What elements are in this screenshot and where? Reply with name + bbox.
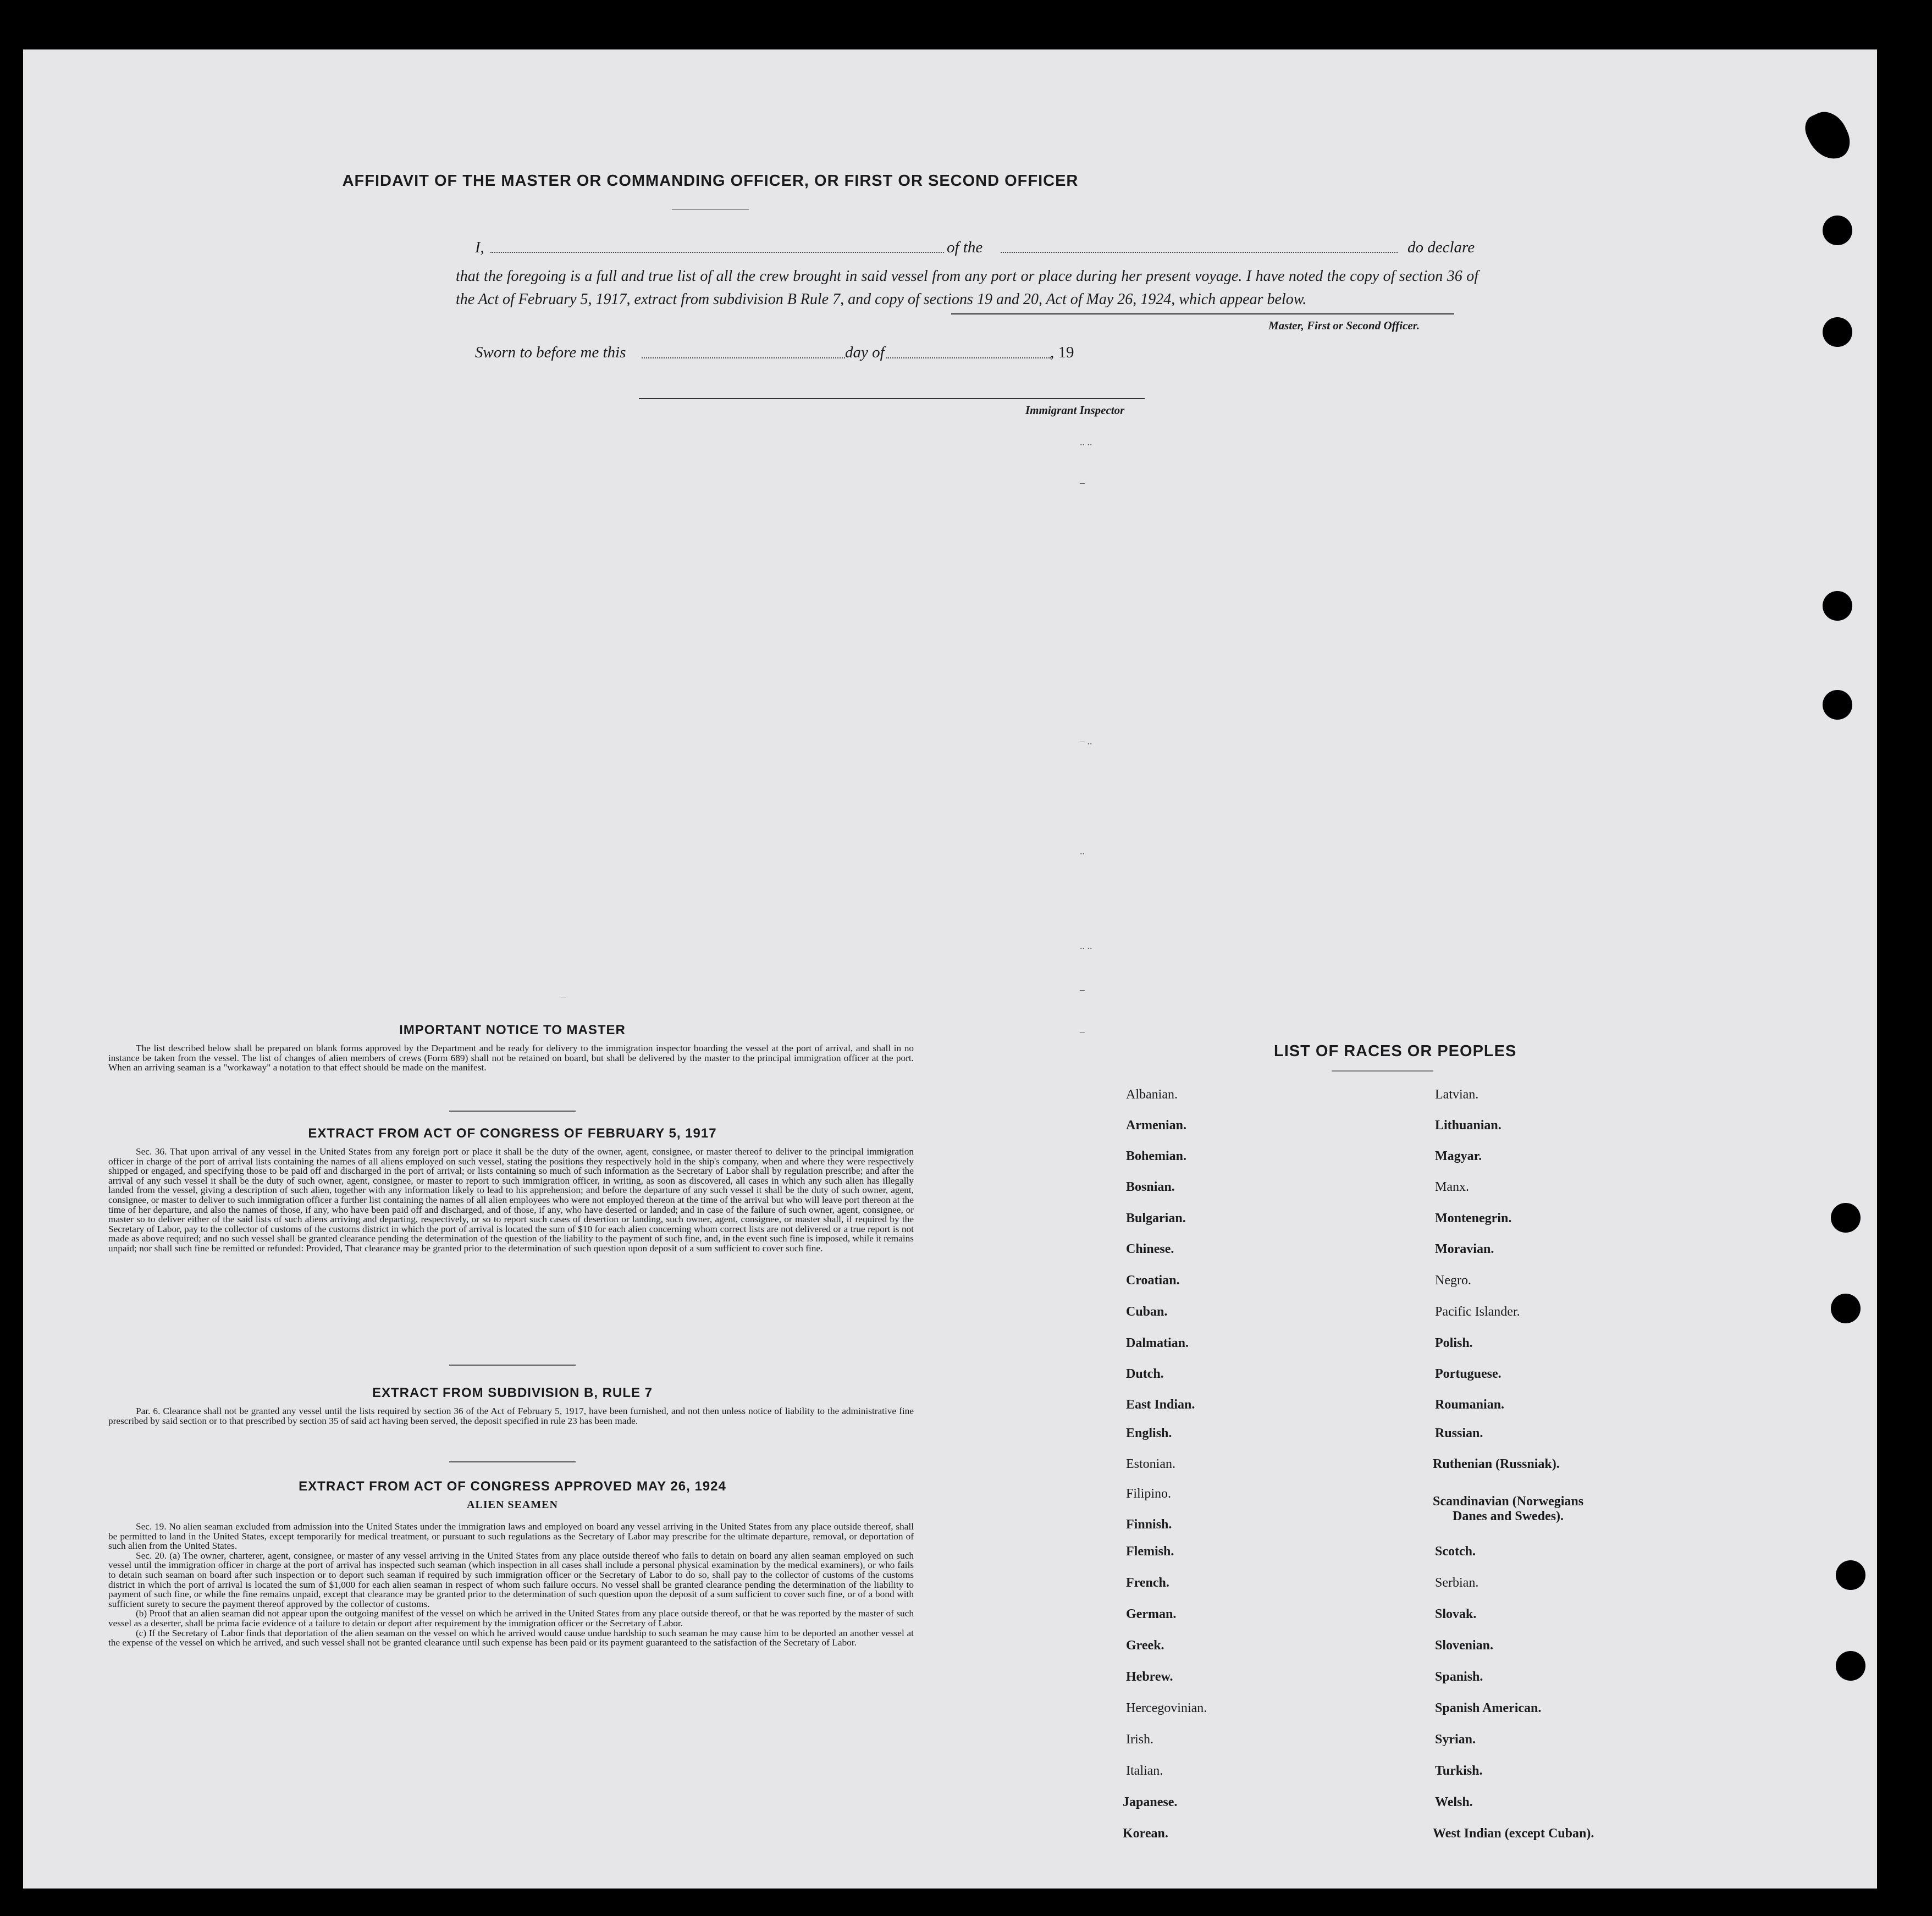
notice-paragraph: The list described below shall be prepared on blank forms approved by the Department and be ready for delivery to the immigration inspector boarding the vessel at the port of arrival, and shall in no instance be taken from the vessel. The list of changes of alien members of crews (Form 689) shall not be retained on board, but shall be delivered by the master to the principal immigration officer at the port. When an arriving seaman is a "workaway" a notation to that effect should be made on the manifest. (108, 1043, 914, 1073)
alien-seamen-subtitle: ALIEN SEAMEN (467, 1499, 558, 1511)
sec36-paragraph: Sec. 36. That upon arrival of any vessel in the United States from any foreign port or place it shall be the duty of the owner, agent, consignee, or master thereof to deliver to the principal immigration officer in charge of the port of arrival lists containing the names of all aliens employed on such vessel, stating the positions they respectively hold in the ship's company, when and where they were respectively shipped or engaged, and specifying those to be paid off and discharged in the port of arrival; or lists containing so much of such information as the Secretary of Labor shall by regulation prescribe; and after the arrival of any such vessel it shall be the duty of such owner, agent, consignee, or master to report to such immigration officer, in writing, as soon as discovered, all cases in which any such alien has illegally landed from the vessel, giving a description of such alien, together with any information likely to lead to his apprehension; and before the departure of any such vessel it shall be the duty of such owner, agent, consignee, or master to deliver to such immigration officer a further list containing the names of all alien employees who were not employed thereon at the time of the arrival but who will leave port thereon at the time of her departure, and also the names of those, if any, who have been paid off and discharged, and of those, if any, who have deserted or landed; and in case of the failure of such owner, agent, consignee, or master so to deliver either of the said lists of such aliens arriving and departing, respectively, or so to report such cases of desertion or landing, such owner, agent, consignee, or master shall, if required by the Secretary of Labor, pay to the collector of customs of the customs district in which the port of arrival is located the sum of $10 for each alien concerning whom correct lists are not delivered or a true report is not made as above required; and no such vessel shall be granted clearance pending the determination of the question of the liability to the payment of such fine, and, in the event such fine is imposed, while it remains unpaid; nor shall such fine be remitted or refunded: Provided, That clearance may be granted prior to the determination of such question upon deposit of a sum sufficient to cover such fine. (108, 1146, 914, 1254)
race-item: Greek. (1126, 1638, 1164, 1653)
stray-mark: .. .. (1080, 437, 1092, 448)
race-item: Negro. (1435, 1273, 1471, 1288)
race-item: West Indian (except Cuban). (1433, 1826, 1594, 1841)
punch-hole (1823, 317, 1852, 347)
race-item: Ruthenian (Russniak). (1433, 1457, 1560, 1471)
races-title-underline (1332, 1070, 1433, 1072)
stray-mark: – (1080, 1026, 1085, 1037)
punch-hole (1831, 1294, 1861, 1323)
race-item: French. (1126, 1576, 1169, 1590)
race-item: Turkish. (1435, 1764, 1483, 1778)
vessel-blank[interactable] (1001, 252, 1398, 253)
extract-1917-title: EXTRACT FROM ACT OF CONGRESS OF FEBRUARY 5, 1917 (308, 1126, 717, 1141)
race-item: Armenian. (1126, 1118, 1186, 1133)
race-item: Filipino. (1126, 1487, 1172, 1501)
race-item: Korean. (1123, 1826, 1168, 1841)
punch-hole (1823, 690, 1852, 720)
race-item: Moravian. (1435, 1242, 1494, 1256)
month-blank[interactable] (886, 357, 1051, 358)
stray-mark: .. (1080, 846, 1085, 857)
notice-text (108, 1043, 914, 1073)
race-item: East Indian. (1126, 1398, 1195, 1412)
master-signature-line[interactable] (951, 313, 1454, 314)
race-item: Cuban. (1126, 1305, 1168, 1319)
i-label: I, (475, 239, 484, 256)
sec19-paragraph: Sec. 19. No alien seaman excluded from admission into the United States under the immigration laws and employed on board any vessel arriving in the United States from any place outside thereof, shall be permitted to land in the United States, except temporarily for medical treatment, or pursuant to such regulations as the Secretary of Labor may prescribe for the ultimate departure, removal, or deportation of such alien from the United States. (108, 1521, 914, 1551)
punch-hole (1823, 591, 1852, 621)
races-title: LIST OF RACES OR PEOPLES (1274, 1042, 1517, 1060)
punch-hole (1831, 1203, 1861, 1233)
race-item: Dalmatian. (1126, 1336, 1189, 1350)
title-underline (672, 209, 749, 210)
inspector-caption: Immigrant Inspector (1025, 404, 1125, 417)
race-item: Irish. (1126, 1732, 1153, 1747)
sec20a-paragraph: Sec. 20. (a) The owner, charterer, agent, consignee, or master of any vessel arriving in the United States from any place outside thereof who fails to detain on board any alien seaman employed on such vessel until the immigration officer in charge at the port of arrival has inspected such seaman (which inspection in all cases shall include a personal physical examination by the medical examiners), or who fails to detain such seaman on board after such inspection or to deport such seaman if required by such immigration officer or the Secretary of Labor to do so, shall pay to the collector of customs of the customs district in which the port of arrival is located the sum of $1,000 for each alien seaman in respect of whom such failure occurs. No vessel shall be granted clearance pending the determination of the liability to payment of such fine, or while the fine remains unpaid, except that clearance may be granted prior to the determination of such question upon the deposit of a sum sufficient to cover such fine, or of a bond with sufficient surety to secure the payment thereof approved by the collector of customs. (108, 1550, 914, 1609)
race-item: Welsh. (1435, 1795, 1473, 1809)
race-item: Manx. (1435, 1180, 1469, 1194)
extract-1917-text (108, 1147, 914, 1254)
race-item: Bosnian. (1126, 1180, 1175, 1194)
extract-rule7-title: EXTRACT FROM SUBDIVISION B, RULE 7 (372, 1385, 653, 1400)
affidavit-body: that the foregoing is a full and true list of all the crew brought in said vessel from any port or place during her present voyage. I have noted the copy of section 36 of the Act of February 5, 1917, extract from subdivision B Rule 7, and copy of sections 19 and 20, Act of May 26, 1924, which appear below. (456, 268, 1478, 308)
torn-corner (1800, 105, 1856, 166)
sec20b-paragraph: (b) Proof that an alien seaman did not appear upon the outgoing manifest of the vessel on which he arrived in the United States from any place outside thereof, or that he was reported by the master of such vessel as a deserter, shall be prima facie evidence of a failure to detain or deport after requirement by the immigration officer or the Secretary of Labor. (108, 1608, 914, 1628)
race-item: Japanese. (1123, 1795, 1178, 1809)
race-item: Hebrew. (1126, 1670, 1173, 1684)
race-item: English. (1126, 1426, 1172, 1440)
name-blank[interactable] (490, 252, 944, 253)
race-item: Serbian. (1435, 1576, 1479, 1590)
race-item: Flemish. (1126, 1544, 1174, 1559)
do-declare-label: do declare (1407, 239, 1475, 256)
race-item: Bohemian. (1126, 1149, 1187, 1163)
race-item: Croatian. (1126, 1273, 1180, 1288)
of-the-label: of the (947, 239, 983, 256)
stray-mark: – .. (1080, 736, 1092, 747)
par6-paragraph: Par. 6. Clearance shall not be granted any vessel until the lists required by section 36 of the Act of February 5, 1917, have been furnished, and not then unless notice of liability to the administrative fine prescribed by said section or to that prescribed by section 35 of said act having been served, the deposit specified in rule 23 has been made. (108, 1406, 914, 1426)
year-label: , 19 (1050, 344, 1074, 361)
punch-hole (1823, 216, 1852, 245)
stray-mark: .. .. (1080, 940, 1092, 951)
section-divider (449, 1111, 576, 1112)
document-page (23, 49, 1888, 1889)
race-item: Hercegovinian. (1126, 1701, 1207, 1715)
extract-rule7-text (108, 1406, 914, 1426)
stray-mark: – (1080, 984, 1085, 995)
race-item: Italian. (1126, 1764, 1163, 1778)
sworn-label: Sworn to before me this (475, 344, 626, 361)
race-item: Slovak. (1435, 1607, 1477, 1621)
extract-1924-title: EXTRACT FROM ACT OF CONGRESS APPROVED MAY 26, 1924 (299, 1479, 726, 1494)
sec20c-paragraph: (c) If the Secretary of Labor finds that deportation of the alien seaman on the vessel on which he arrived would cause undue hardship to such seaman he may cause him to be deported an another vessel at the expense of the vessel on which he arrived, and such vessel shall not be granted clearance until such expense has been paid or its payment guaranteed to the satisfaction of the Secretary of Labor. (108, 1627, 914, 1648)
race-item: Scandinavian (Norwegians (1433, 1494, 1584, 1509)
section-divider (449, 1461, 576, 1462)
day-of-label: day of (845, 344, 885, 361)
page-edge (1877, 49, 1888, 1889)
master-caption: Master, First or Second Officer. (1268, 319, 1420, 332)
extract-1924-text (108, 1522, 914, 1648)
race-item: Spanish. (1435, 1670, 1483, 1684)
inspector-signature-line[interactable] (639, 398, 1145, 399)
race-item: Spanish American. (1435, 1701, 1542, 1715)
race-item: Slovenian. (1435, 1638, 1494, 1653)
race-item: Danes and Swedes). (1453, 1509, 1564, 1523)
notice-title: IMPORTANT NOTICE TO MASTER (399, 1023, 626, 1037)
race-item: Albanian. (1126, 1087, 1178, 1102)
race-item: Portuguese. (1435, 1367, 1502, 1381)
affidavit-title: AFFIDAVIT OF THE MASTER OR COMMANDING OFFICER, OR FIRST OR SECOND OFFICER (342, 172, 1079, 190)
race-item: Finnish. (1126, 1517, 1172, 1532)
race-item: Dutch. (1126, 1367, 1164, 1381)
race-item: Chinese. (1126, 1242, 1174, 1256)
race-item: Estonian. (1126, 1457, 1175, 1471)
race-item: Lithuanian. (1435, 1118, 1502, 1133)
race-item: Scotch. (1435, 1544, 1476, 1559)
race-item: German. (1126, 1607, 1177, 1621)
race-item: Montenegrin. (1435, 1211, 1512, 1225)
punch-hole (1836, 1560, 1865, 1590)
stray-mark: – (561, 991, 566, 1002)
punch-hole (1836, 1651, 1865, 1681)
stray-mark: – (1080, 477, 1085, 488)
race-item: Pacific Islander. (1435, 1305, 1520, 1319)
race-item: Roumanian. (1435, 1398, 1505, 1412)
section-divider (449, 1365, 576, 1366)
race-item: Bulgarian. (1126, 1211, 1186, 1225)
race-item: Magyar. (1435, 1149, 1482, 1163)
race-item: Russian. (1435, 1426, 1483, 1440)
race-item: Polish. (1435, 1336, 1473, 1350)
race-item: Latvian. (1435, 1087, 1479, 1102)
day-blank[interactable] (642, 357, 845, 358)
race-item: Syrian. (1435, 1732, 1476, 1747)
